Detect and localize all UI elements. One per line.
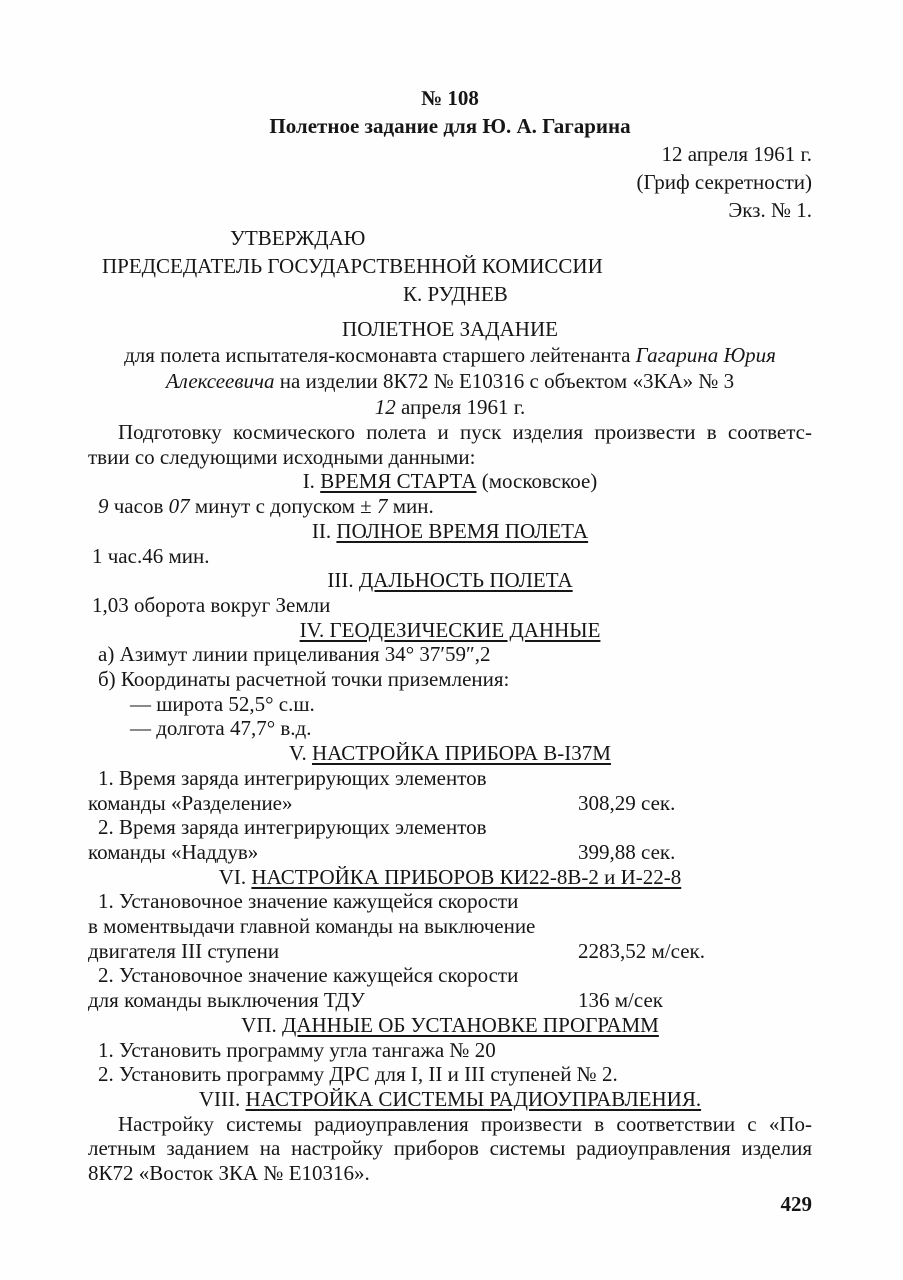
velocity-item-1-cont — [88, 914, 812, 939]
text-run: 429 — [780, 1191, 812, 1216]
program-item-2 — [88, 1062, 812, 1087]
text-run: VIII. — [198, 1086, 246, 1111]
section-heading-6 — [88, 865, 812, 890]
radio-para-line-1 — [88, 1112, 812, 1137]
text-run: 1. Время заряда интегрирующих элементов — [98, 765, 487, 790]
text-run: (Гриф секретности) — [636, 170, 812, 194]
intro-line-1 — [88, 420, 812, 445]
underlined-text-run: ДАННЫЕ ОБ УСТАНОВКЕ ПРОГРАММ — [282, 1012, 659, 1037]
subtitle-line-2 — [88, 368, 812, 394]
flight-time-value — [88, 544, 812, 569]
azimuth-line — [88, 642, 812, 667]
text-run: 7 — [376, 494, 388, 519]
underlined-text-run: НАСТРОЙКА СИСТЕМЫ РАДИОУПРАВЛЕНИЯ. — [245, 1086, 702, 1111]
text-run: б) Координаты расчетной точки приземления: — [98, 667, 510, 692]
doc-title — [88, 112, 812, 140]
start-time-value — [88, 494, 812, 519]
intro-line-2 — [88, 445, 812, 470]
section-heading-4 — [88, 618, 812, 643]
document-content — [88, 84, 812, 1217]
text-run: — долгота 47,7° в.д. — [130, 716, 312, 741]
velocity-item-2 — [88, 963, 812, 988]
text-run: 07 — [168, 494, 190, 519]
underlined-text-run: НАСТРОЙКА ПРИБОРА В-I37М — [311, 741, 611, 766]
text-run: Подготовку космического полета и пуск изделия произвести в соответс- — [118, 420, 812, 444]
approval-chairman — [88, 252, 812, 280]
section-heading-7 — [88, 1013, 812, 1038]
text-run: III. — [327, 568, 359, 593]
section-heading-3 — [88, 568, 812, 593]
charge-item-1 — [88, 766, 812, 791]
underlined-text-run: ДАЛЬНОСТЬ ПОЛЕТА — [358, 568, 573, 593]
text-run: апреля 1961 г. — [395, 395, 526, 419]
text-run: 1. Установить программу угла тангажа № 20 — [98, 1037, 496, 1062]
approval-signature — [88, 280, 812, 308]
charge-item-2-value — [88, 840, 812, 865]
text-run: твии со следующими исходными данными: — [88, 444, 476, 469]
text-run: I. — [302, 469, 321, 494]
subtitle-date — [88, 394, 812, 420]
date-line — [88, 140, 812, 168]
secrecy-stamp — [88, 168, 812, 196]
text-run: в моментвыдачи главной команды на выключение — [88, 914, 536, 939]
text-run: двигателя III ступени — [88, 938, 280, 963]
underlined-text-run: ВРЕМЯ СТАРТА — [320, 469, 477, 494]
tabbed-value: 2283,52 м/сек. — [578, 938, 705, 963]
text-run: на изделии 8К72 № Е10316 с объектом «3КА» № 3 — [274, 369, 735, 393]
text-run: 1,03 оборота вокруг Земли — [92, 592, 331, 617]
doc-number — [88, 84, 812, 112]
text-run: Полетное задание для Ю. А. Гагарина — [269, 114, 631, 138]
tabbed-value: 308,29 сек. — [578, 790, 676, 815]
text-run: минут с допуском ± — [189, 494, 377, 519]
main-heading — [88, 316, 812, 342]
text-run: УТВЕРЖДАЮ — [230, 226, 366, 250]
section-heading-2 — [88, 519, 812, 544]
distance-value — [88, 593, 812, 618]
text-run: команды «Разделение» — [88, 790, 293, 815]
text-run: К. РУДНЕВ — [403, 282, 508, 306]
section-heading-5 — [88, 741, 812, 766]
text-run: 2. Установочное значение кажущейся скорости — [98, 963, 519, 988]
text-run: мин. — [387, 494, 434, 519]
tabbed-value: 399,88 сек. — [578, 839, 676, 864]
text-run: № 108 — [421, 86, 479, 110]
text-run: — широта 52,5° с.ш. — [130, 691, 315, 716]
text-run: 9 — [98, 494, 109, 519]
text-run: а) Азимут линии прицеливания 34° 37′59″,2 — [98, 642, 491, 667]
approval-word — [88, 224, 812, 252]
text-run: для полета испытателя-космонавта старшего лейтенанта — [124, 343, 636, 367]
velocity-item-1-value — [88, 939, 812, 964]
text-run: (московское) — [476, 469, 598, 494]
text-run: 8К72 «Восток ЗКА № Е10316». — [88, 1161, 370, 1186]
radio-para-line-2 — [88, 1136, 812, 1161]
text-run: Экз. № 1. — [728, 198, 812, 222]
section-heading-8 — [88, 1087, 812, 1112]
text-run: 1 час.46 мин. — [92, 543, 210, 568]
underlined-text-run: ПОЛНОЕ ВРЕМЯ ПОЛЕТА — [336, 518, 589, 543]
text-run: 1. Установочное значение кажущейся скорости — [98, 889, 519, 914]
section-heading-1 — [88, 469, 812, 494]
text-run: команды «Наддув» — [88, 839, 259, 864]
text-run: V. — [289, 741, 312, 766]
charge-item-1-value — [88, 791, 812, 816]
tabbed-value: 136 м/сек — [578, 988, 663, 1013]
text-run: II. — [311, 518, 337, 543]
text-run: ПРЕДСЕДАТЕЛЬ ГОСУДАРСТВЕННОЙ КОМИССИИ — [102, 254, 603, 278]
text-run: 2. Время заряда интегрирующих элементов — [98, 815, 487, 840]
text-run: Настройку системы радиоуправления произвести в соответствии с «По- — [118, 1111, 812, 1136]
text-run: часов — [108, 494, 169, 519]
text-run: VI. — [218, 864, 252, 889]
radio-para-line-3 — [88, 1161, 812, 1186]
charge-item-2 — [88, 815, 812, 840]
coordinates-line — [88, 667, 812, 692]
latitude-line — [88, 692, 812, 717]
underlined-text-run: НАСТРОЙКА ПРИБОРОВ КИ22-8В-2 и И-22-8 — [251, 864, 682, 889]
text-run: 12 апреля 1961 г. — [661, 142, 812, 166]
text-run: ПОЛЕТНОЕ ЗАДАНИЕ — [342, 317, 558, 341]
program-item-1 — [88, 1038, 812, 1063]
longitude-line — [88, 716, 812, 741]
text-run: 2. Установить программу ДРС для I, II и III ступеней № 2. — [98, 1062, 618, 1087]
velocity-item-1 — [88, 889, 812, 914]
velocity-item-2-value — [88, 988, 812, 1013]
text-run: для команды выключения ТДУ — [88, 988, 365, 1013]
page-number — [88, 1192, 812, 1217]
text-run: Алексеевича — [165, 369, 275, 393]
text-run: летным заданием на настройку приборов системы радиоуправления изделия — [88, 1136, 812, 1161]
underlined-text-run: IV. ГЕОДЕЗИЧЕСКИЕ ДАННЫЕ — [299, 617, 601, 642]
copy-number — [88, 196, 812, 224]
subtitle-line-1 — [88, 342, 812, 368]
text-run: Гагарина Юрия — [635, 343, 776, 367]
text-run: 12 — [374, 395, 396, 419]
text-run: VП. — [241, 1012, 282, 1037]
